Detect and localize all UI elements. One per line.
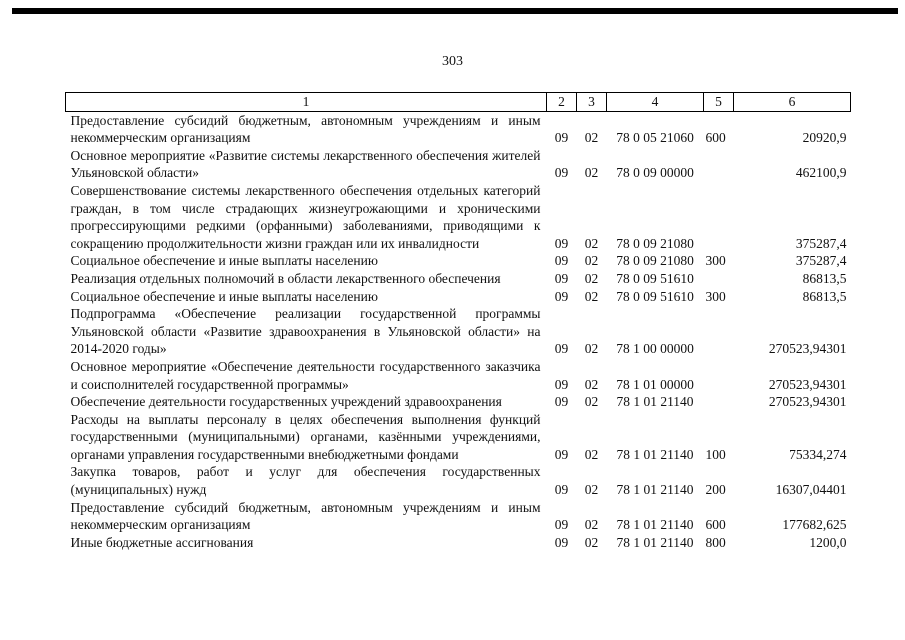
amount: 270523,94301	[768, 341, 847, 357]
amount: 86813,5	[802, 270, 847, 286]
expense-type-code	[704, 270, 734, 288]
table-row	[66, 252, 851, 270]
subsection-code: 02	[584, 341, 599, 357]
column-header: 1	[66, 93, 547, 112]
amount: 1200,0	[809, 534, 847, 550]
column-header: 2	[547, 93, 577, 112]
expense-type-code: 200	[705, 482, 726, 498]
subsection-code: 02	[584, 534, 599, 550]
subsection-code: 02	[584, 165, 599, 181]
table-row	[66, 111, 851, 147]
item-name: Закупка товаров, работ и услуг для обеспечения государственных (муниципальных) нужд	[70, 464, 541, 498]
amount: 20920,9	[802, 130, 847, 146]
table-row	[66, 147, 851, 182]
item-name: Предоставление субсидий бюджетным, автономным учреждениям и иным некоммерческим организациям	[70, 499, 541, 533]
table-row	[66, 499, 851, 534]
item-name: Предоставление субсидий бюджетным, автономным учреждениям и иным некоммерческим организациям	[70, 112, 541, 146]
header-row	[66, 93, 851, 112]
subsection-code: 02	[584, 270, 599, 286]
subsection-code: 02	[584, 288, 599, 304]
subsection-code: 02	[584, 253, 599, 269]
item-name: Основное мероприятие «Обеспечение деятельности государственного заказчика и соисполнителей государственной программы»	[70, 358, 541, 392]
amount: 270523,94301	[768, 376, 847, 392]
target-article-code: 78 0 09 00000	[616, 165, 694, 181]
target-article-code: 78 0 05 21060	[616, 130, 694, 146]
section-code: 09	[554, 341, 569, 357]
expense-type-code: 300	[705, 288, 726, 304]
target-article-code: 78 0 09 51610	[616, 270, 694, 286]
target-article-code: 78 1 01 21140	[616, 517, 694, 533]
amount: 462100,9	[795, 165, 847, 181]
target-article-code: 78 1 00 00000	[616, 341, 694, 357]
section-code: 09	[554, 376, 569, 392]
table-row	[66, 534, 851, 552]
expense-type-code	[704, 182, 734, 252]
section-code: 09	[554, 130, 569, 146]
expense-type-code	[704, 393, 734, 411]
section-code: 09	[554, 446, 569, 462]
amount: 375287,4	[795, 253, 847, 269]
table-row	[66, 288, 851, 306]
table-row	[66, 182, 851, 252]
target-article-code: 78 1 01 21140	[616, 394, 694, 410]
item-name: Реализация отдельных полномочий в области лекарственного обеспечения	[70, 270, 501, 286]
amount: 375287,4	[795, 235, 847, 251]
target-article-code: 78 0 09 21080	[616, 253, 694, 269]
expense-type-code	[704, 147, 734, 182]
subsection-code: 02	[584, 446, 599, 462]
expense-type-code: 800	[705, 534, 726, 550]
expense-type-code: 600	[705, 130, 726, 146]
expense-type-code: 600	[705, 517, 726, 533]
column-header: 6	[734, 93, 851, 112]
section-code: 09	[554, 482, 569, 498]
subsection-code: 02	[584, 482, 599, 498]
item-name: Основное мероприятие «Развитие системы лекарственного обеспечения жителей Ульяновской области»	[70, 147, 541, 181]
amount: 75334,274	[789, 446, 847, 462]
table-row	[66, 358, 851, 393]
page-number: 303	[442, 54, 463, 69]
column-header: 3	[577, 93, 607, 112]
table-row	[66, 393, 851, 411]
table-row	[66, 411, 851, 464]
target-article-code: 78 0 09 51610	[616, 288, 694, 304]
expense-type-code	[704, 305, 734, 358]
scan-border-bar	[12, 8, 898, 14]
item-name: Социальное обеспечение и иные выплаты населению	[70, 253, 378, 269]
amount: 86813,5	[802, 288, 847, 304]
expense-type-code: 100	[705, 446, 726, 462]
subsection-code: 02	[584, 235, 599, 251]
target-article-code: 78 1 01 21140	[616, 482, 694, 498]
item-name: Расходы на выплаты персоналу в целях обеспечения выполнения функций государственными (муниципальными) органами, казёнными учреждениями, органами управления государственными внебюджетными фондами	[70, 411, 541, 462]
target-article-code: 78 1 01 21140	[616, 446, 694, 462]
subsection-code: 02	[584, 394, 599, 410]
amount: 16307,04401	[775, 482, 847, 498]
section-code: 09	[554, 517, 569, 533]
target-article-code: 78 1 01 00000	[616, 376, 694, 392]
amount: 177682,625	[782, 517, 847, 533]
subsection-code: 02	[584, 130, 599, 146]
item-name: Подпрограмма «Обеспечение реализации государственной программы Ульяновской области «Развитие здравоохранения в Ульяновской области» на 2014-2020 годы»	[70, 306, 541, 357]
item-name: Обеспечение деятельности государственных учреждений здравоохранения	[70, 394, 502, 410]
expense-type-code	[704, 358, 734, 393]
budget-table	[65, 92, 851, 551]
item-name: Иные бюджетные ассигнования	[70, 534, 254, 550]
target-article-code: 78 0 09 21080	[616, 235, 694, 251]
column-header: 4	[607, 93, 704, 112]
section-code: 09	[554, 534, 569, 550]
subsection-code: 02	[584, 376, 599, 392]
section-code: 09	[554, 165, 569, 181]
amount: 270523,94301	[768, 394, 847, 410]
column-header: 5	[704, 93, 734, 112]
item-name: Совершенствование системы лекарственного обеспечения отдельных категорий граждан, в том числе страдающих жизнеугрожающими и хроническими прогрессирующими редкими (орфанными) заболеваниями, приводящими к сокращению продолжительности жизни граждан или их инвалидности	[70, 182, 541, 251]
section-code: 09	[554, 288, 569, 304]
section-code: 09	[554, 253, 569, 269]
item-name: Социальное обеспечение и иные выплаты населению	[70, 288, 378, 304]
expense-type-code: 300	[705, 253, 726, 269]
section-code: 09	[554, 270, 569, 286]
table-row	[66, 305, 851, 358]
table-row	[66, 463, 851, 498]
section-code: 09	[554, 394, 569, 410]
section-code: 09	[554, 235, 569, 251]
target-article-code: 78 1 01 21140	[616, 534, 694, 550]
table-row	[66, 270, 851, 288]
subsection-code: 02	[584, 517, 599, 533]
